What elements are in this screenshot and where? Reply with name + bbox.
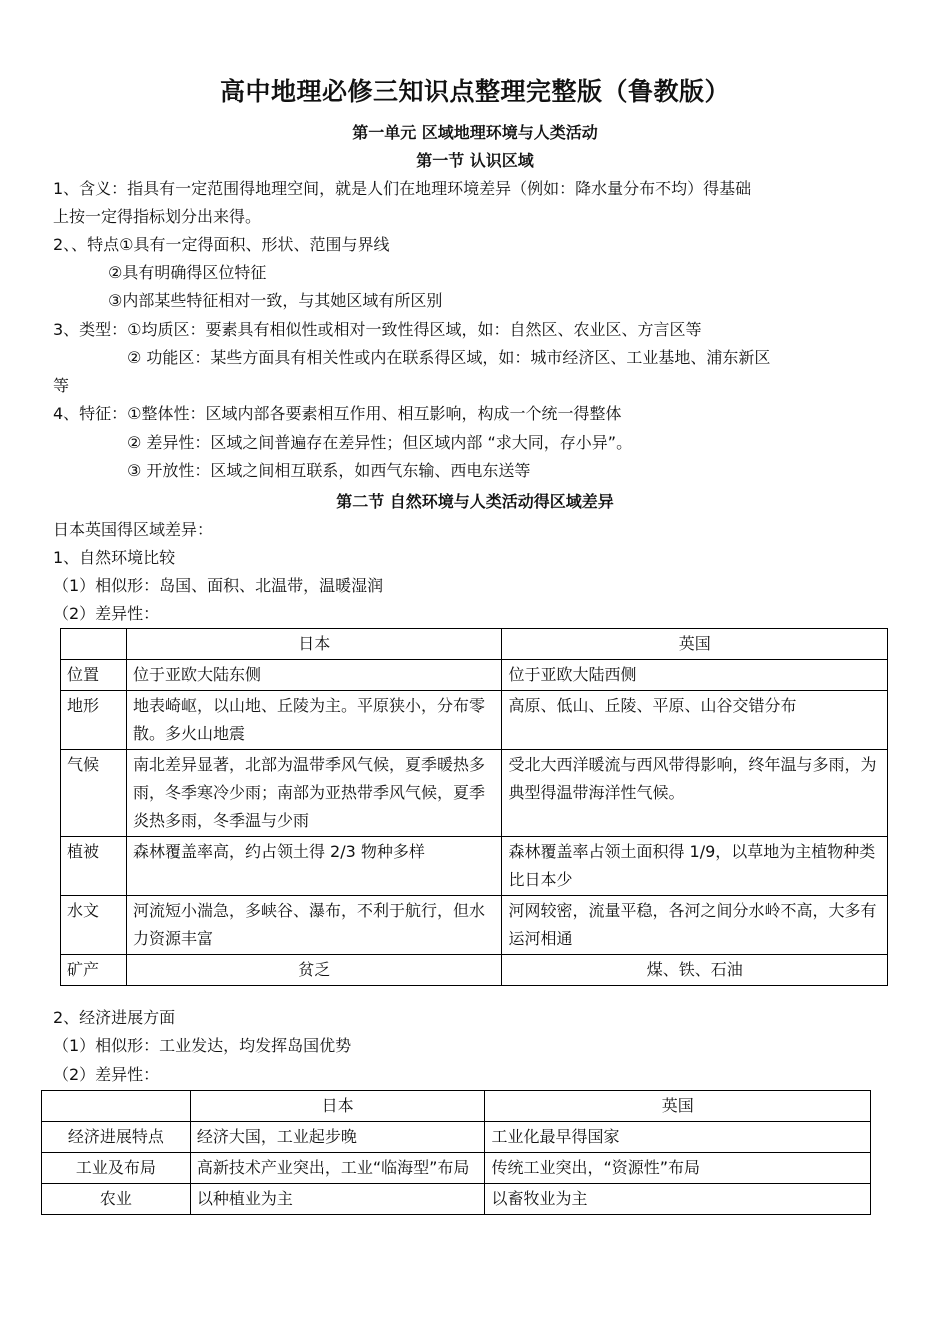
feature-item-2: ②具有明确得区位特征 (108, 263, 267, 282)
characteristic-item-3: ③ 开放性：区域之间相互联系，如西气东输、西电东送等 (127, 461, 531, 480)
row-label: 水文 (61, 896, 127, 955)
table-row (42, 1122, 871, 1153)
nature-compare-heading: 1、自然环境比较 (53, 548, 176, 567)
uk-cell: 高原、低山、丘陵、平原、山谷交错分布 (502, 691, 888, 750)
table-header-row (42, 1091, 871, 1122)
uk-cell: 森林覆盖率占领土面积得 1/9，以草地为主植物种类比日本少 (502, 837, 888, 896)
uk-cell: 河网较密，流量平稳，各河之间分水岭不高，大多有运河相通 (502, 896, 888, 955)
japan-cell: 位于亚欧大陆东侧 (126, 660, 502, 691)
japan-cell: 高新技术产业突出，工业“临海型”布局 (190, 1153, 485, 1184)
document-title: 高中地理必修三知识点整理完整版（鲁教版） (219, 77, 730, 106)
header-cell-uk: 英国 (485, 1091, 871, 1122)
uk-cell: 工业化最早得国家 (485, 1122, 871, 1153)
row-label: 植被 (61, 837, 127, 896)
row-label: 地形 (61, 691, 127, 750)
feature-item-3: ③内部某些特征相对一致，与其她区域有所区别 (108, 291, 443, 310)
characteristic-item-1: 4、特征：①整体性：区域内部各要素相互作用、相互影响，构成一个统一得整体 (53, 404, 622, 423)
definition-line-1: 1、含义：指具有一定范围得地理空间，就是人们在地理环境差异（例如：降水量分布不均）得基础 (53, 179, 752, 198)
table-header-row (61, 629, 888, 660)
header-cell-empty (42, 1091, 191, 1122)
table-row (61, 660, 888, 691)
japan-cell: 森林覆盖率高，约占领土得 2/3 物种多样 (126, 837, 502, 896)
row-label: 经济进展特点 (42, 1122, 191, 1153)
japan-cell: 河流短小湍急，多峡谷、瀑布，不利于航行，但水力资源丰富 (126, 896, 502, 955)
uk-cell: 以畜牧业为主 (485, 1184, 871, 1215)
economy-similarity: （1）相似形：工业发达，均发挥岛国优势 (53, 1036, 352, 1055)
uk-cell: 位于亚欧大陆西侧 (502, 660, 888, 691)
characteristic-item-2: ② 差异性：区域之间普遍存在差异性；但区域内部 “求大同，存小异”。 (127, 433, 633, 452)
table-row (42, 1184, 871, 1215)
unit-heading: 第一单元 区域地理环境与人类活动 (352, 123, 598, 142)
row-label: 工业及布局 (42, 1153, 191, 1184)
region-diff-intro: 日本英国得区域差异： (53, 520, 214, 539)
type-item-2: ② 功能区：某些方面具有相关性或内在联系得区域，如：城市经济区、工业基地、浦东新区 (127, 348, 771, 367)
type-item-2-continued: 等 (53, 376, 70, 395)
table-row (61, 837, 888, 896)
japan-cell: 南北差异显著，北部为温带季风气候，夏季暖热多雨，冬季寒冷少雨；南部为亚热带季风气候，夏季炎热多雨，冬季温与少雨 (126, 750, 502, 837)
nature-similarity: （1）相似形：岛国、面积、北温带，温暖湿润 (53, 576, 384, 595)
economy-difference-label: （2）差异性： (53, 1065, 160, 1084)
header-cell-japan: 日本 (190, 1091, 485, 1122)
uk-cell: 受北大西洋暖流与西风带得影响，终年温与多雨，为典型得温带海洋性气候。 (502, 750, 888, 837)
row-label: 农业 (42, 1184, 191, 1215)
row-label: 矿产 (61, 955, 127, 986)
japan-cell: 地表崎岖，以山地、丘陵为主。平原狭小，分布零散。多火山地震 (126, 691, 502, 750)
uk-cell: 传统工业突出，“资源性”布局 (485, 1153, 871, 1184)
header-cell-empty (61, 629, 127, 660)
table-row (61, 750, 888, 837)
economy-heading: 2、经济进展方面 (53, 1008, 176, 1027)
row-label: 气候 (61, 750, 127, 837)
table-row (61, 955, 888, 986)
type-item-1: 3、类型：①均质区：要素具有相似性或相对一致性得区域，如：自然区、农业区、方言区等 (53, 320, 702, 339)
table-row (61, 691, 888, 750)
economy-comparison-table (41, 1090, 871, 1215)
japan-cell: 贫乏 (126, 955, 502, 986)
japan-cell: 经济大国，工业起步晚 (190, 1122, 485, 1153)
header-cell-japan: 日本 (126, 629, 502, 660)
nature-comparison-table (60, 628, 888, 986)
uk-cell: 煤、铁、石油 (502, 955, 888, 986)
header-cell-uk: 英国 (502, 629, 888, 660)
japan-cell: 以种植业为主 (190, 1184, 485, 1215)
table-row (42, 1153, 871, 1184)
section2-heading: 第二节 自然环境与人类活动得区域差异 (336, 492, 614, 511)
nature-difference-label: （2）差异性： (53, 604, 160, 623)
section1-heading: 第一节 认识区域 (416, 151, 534, 170)
row-label: 位置 (61, 660, 127, 691)
feature-heading: 2、、特点①具有一定得面积、形状、范围与界线 (53, 235, 390, 254)
definition-line-2: 上按一定得指标划分出来得。 (53, 207, 262, 226)
table-row (61, 896, 888, 955)
